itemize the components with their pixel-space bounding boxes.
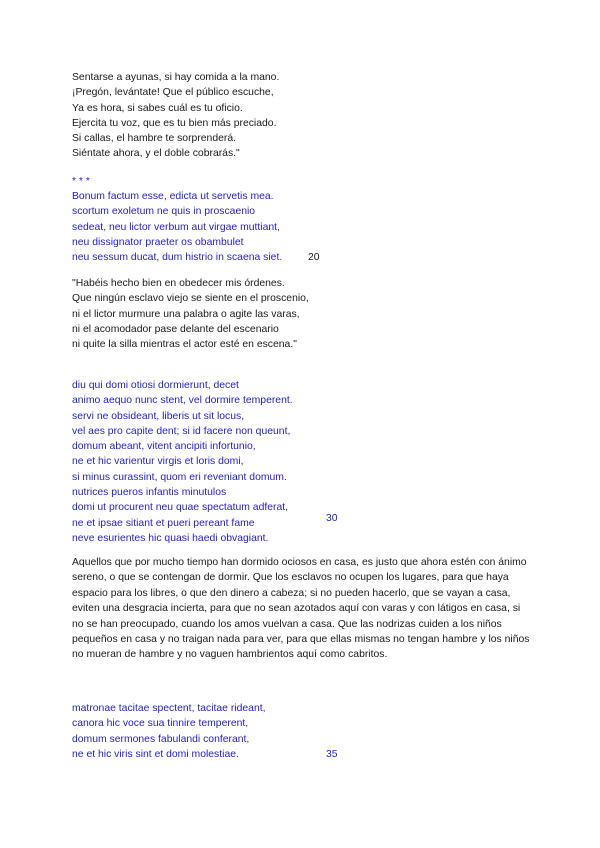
translation-prose-2: Aquellos que por mucho tiempo han dormido ociosos en casa, es justo que ahora estén con ánimo sereno, o que se contengan de dormir. Que los esclavos no ocupen los lugares, para que haya espacio para los libres, o que den dinero a cabeza; si no pueden hacerlo, que se vayan a casa, eviten una desgracia incierta, para que no sean azotados aquí con varas y con látigos en casa, si no se han preocupado, cuando los amos vuelvan a casa. Que las nodrizas cuiden a los niños pequeños en casa y no traigan nada para ver, para que ellas mismas no tengan hambre y los niños no mueran de hambre y no vaguen hambrientos aquí como cabritos. <box>72 557 530 661</box>
latin-line: nutrices pueros infantis minutulos <box>72 487 227 499</box>
latin-line: sedeat, neu lictor verbum aut virgae muttiant, <box>72 221 280 233</box>
verse-line: ¡Pregón, levántate! Que el público escuche, <box>72 87 274 99</box>
translation-line: "Habéis hecho bien en obedecer mis órdenes. <box>72 278 285 289</box>
latin-line: ne et hic viris sint et domi molestiae. <box>72 748 239 760</box>
verse-line: Ejercita tu voz, que es tu bien más preciado. <box>72 117 277 129</box>
verse-line: Siéntate ahora, y el doble cobrarás." <box>72 148 240 160</box>
verse-line: Ya es hora, si sabes cuál es tu oficio. <box>72 102 243 114</box>
latin-line: Bonum factum esse, edicta ut servetis mea. <box>72 191 274 202</box>
latin-line: domi ut procurent neu quae spectatum adferat, <box>72 502 289 514</box>
separator-text: * * * <box>72 176 90 187</box>
latin-line: servi ne obsideant, liberis ut sit locus, <box>72 410 245 422</box>
translation-line: ni el acomodador pase delante del escenario <box>72 323 279 335</box>
verse-line: Si callas, el hambre te sorprenderá. <box>72 133 237 145</box>
latin-verse-block-2 <box>72 378 293 546</box>
translation-line: Que ningún esclavo viejo se siente en el proscenio, <box>72 293 309 305</box>
latin-verse-block-1 <box>72 189 282 265</box>
latin-line: domum abeant, vitent ancipiti infortunio, <box>72 441 256 453</box>
latin-line: domum sermones fabulandi conferant, <box>72 733 250 745</box>
translation-line: ni el lictor murmure una palabra o agite las varas, <box>72 308 300 320</box>
verse-line: Sentarse a ayunas, si hay comida a la mano. <box>72 72 280 83</box>
latin-line: neu sessum ducat, dum histrio in scaena siet. <box>72 252 283 264</box>
section-separator <box>72 174 90 189</box>
latin-line: ne et ipsae sitiant et pueri pereant fame <box>72 517 255 529</box>
translation-line: ni quite la silla mientras el actor esté en escena." <box>72 339 297 351</box>
latin-line: animo aequo nunc stent, vel dormire temperent. <box>72 395 293 407</box>
latin-line: canora hic voce sua tinnire temperent, <box>72 718 249 730</box>
line-number-20: 20 <box>308 252 320 263</box>
latin-line: neu dissignator praeter os obambulet <box>72 236 244 248</box>
latin-line: matronae tacitae spectent, tacitae rideant, <box>72 703 266 714</box>
intro-verse <box>72 70 279 162</box>
translation-verse-1 <box>72 276 309 352</box>
latin-line: si minus curassint, quom eri reveniant domum. <box>72 471 287 483</box>
latin-line: vel aes pro capite dent; si id facere non queunt, <box>72 425 291 437</box>
latin-line: ne et hic varientur virgis et loris domi, <box>72 456 244 468</box>
latin-line: scortum exoletum ne quis in proscaenio <box>72 206 256 218</box>
latin-verse-block-3 <box>72 701 266 762</box>
latin-line: neve esurientes hic quasi haedi obvagiant. <box>72 532 269 544</box>
line-number-30: 30 <box>326 513 338 524</box>
latin-line: diu qui domi otiosi dormierunt, decet <box>72 380 239 391</box>
line-number-35: 35 <box>326 749 338 760</box>
